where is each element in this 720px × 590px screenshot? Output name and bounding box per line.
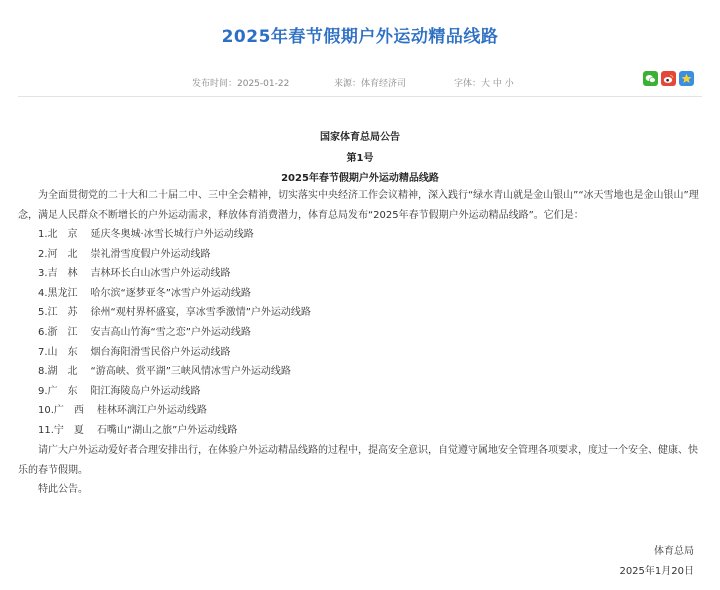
- intro-paragraph: 为全面贯彻党的二十大和二十届二中、三中全会精神，切实落实中央经济工作会议精神，深入践行“绿水青山就是金山银山”“冰天雪地也是金山银山”理念，满足人民群众不断增长的户外运动需求，释放体育消费潜力，体育总局发布“2025年春节假期户外运动精品线路”。它们是：: [18, 190, 699, 221]
- font-medium-button[interactable]: 中: [492, 79, 502, 89]
- font-small-button[interactable]: 小: [504, 79, 514, 89]
- font-large-button[interactable]: 大: [481, 79, 491, 89]
- route-item: 8.湖 北 “游高峡、赏平湖”三峡风情冰雪户外运动线路: [38, 366, 291, 378]
- meta-bar: [18, 66, 702, 97]
- font-size-label: 字体：: [454, 79, 482, 89]
- route-item: 1.北 京 延庆冬奥城·冰雪长城行户外运动线路: [38, 229, 254, 240]
- wechat-icon[interactable]: [643, 71, 658, 86]
- route-list: [38, 225, 311, 441]
- notice-closing: 特此公告。: [38, 484, 88, 495]
- weibo-icon[interactable]: [661, 71, 676, 86]
- signature-org: 体育总局: [654, 546, 694, 557]
- route-item: 10.广 西 桂林环漓江户外运动线路: [38, 405, 207, 417]
- font-size-control: [454, 76, 514, 89]
- share-buttons: [643, 71, 694, 86]
- route-item: 4.黑龙江 哈尔滨“逐梦亚冬”冰雪户外运动线路: [38, 287, 251, 299]
- notice-subject: 2025年春节假期户外运动精品线路: [281, 173, 439, 184]
- route-item: 5.江 苏 徐州“观村界杯盛宴，享冰雪季激情”户外运动线路: [38, 307, 311, 319]
- closing-paragraph: 请广大户外运动爱好者合理安排出行，在体验户外运动精品线路的过程中，提高安全意识，自觉遵守属地安全管理各项要求，度过一个安全、健康、快乐的春节假期。: [18, 445, 698, 476]
- signature-date: 2025年1月20日: [619, 566, 694, 577]
- route-item: 9.广 东 阳江海陵岛户外运动线路: [38, 385, 201, 397]
- route-item: 3.吉 林 吉林环长白山冰雪户外运动线路: [38, 268, 231, 280]
- qzone-icon[interactable]: [679, 71, 694, 86]
- route-item: 2.河 北 崇礼滑雪度假户外运动线路: [38, 248, 211, 260]
- route-item: 7.山 东 烟台海阳滑雪民俗户外运动线路: [38, 346, 231, 358]
- page-title: 2025年春节假期户外运动精品线路: [221, 27, 499, 47]
- route-item: 6.浙 江 安吉高山竹海“雪之恋”户外运动线路: [38, 326, 251, 338]
- route-item: 11.宁 夏 石嘴山“湖山之旅”户外运动线路: [38, 424, 238, 436]
- notice-number: 第1号: [346, 153, 374, 164]
- publish-date: 发布时间：2025-01-22: [192, 79, 290, 89]
- notice-org-heading: 国家体育总局公告: [320, 132, 400, 143]
- source: 来源：体育经济司: [334, 79, 407, 89]
